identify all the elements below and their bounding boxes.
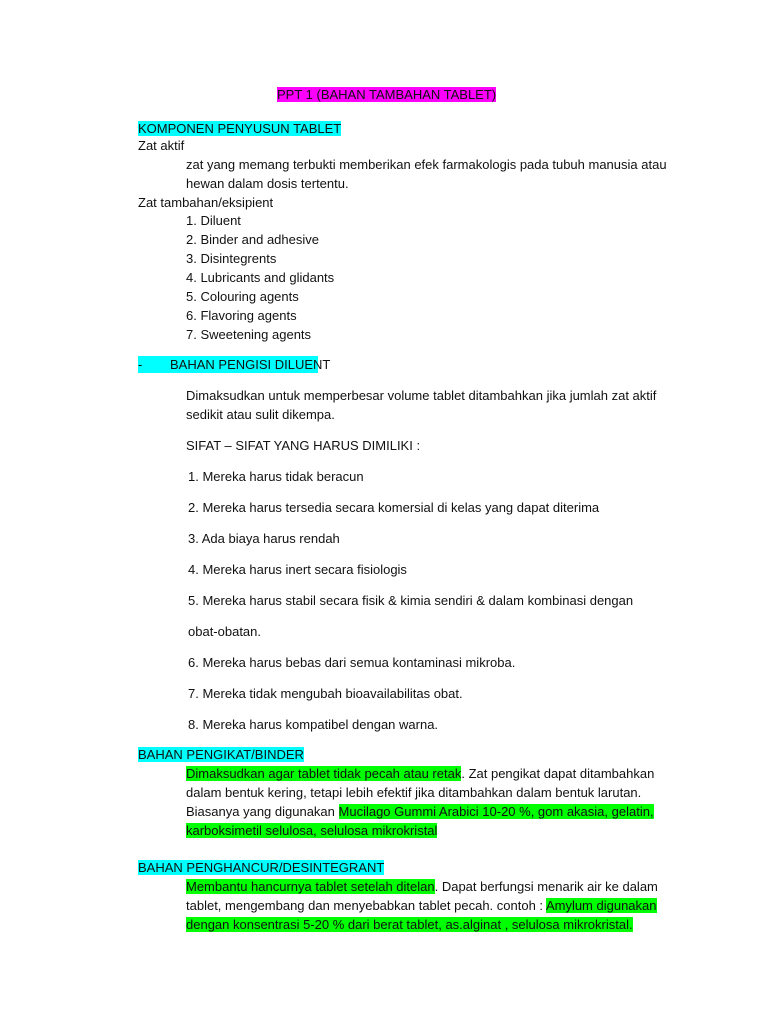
section-heading-diluent bbox=[138, 356, 331, 373]
desintegrant-line-3 bbox=[186, 916, 633, 933]
page-title bbox=[277, 86, 496, 103]
desintegrant-text: . Dapat berfungsi menarik air ke dalam bbox=[434, 879, 658, 894]
list-item: 2. Binder and adhesive bbox=[186, 232, 319, 247]
list-item: 5. Mereka harus stabil secara fisik & kimia sendiri & dalam kombinasi dengan bbox=[188, 593, 634, 608]
desintegrant-heading-text: BAHAN PENGHANCUR/DESINTEGRANT bbox=[138, 860, 385, 875]
binder-line-1 bbox=[186, 765, 654, 782]
list-item: 7. Sweetening agents bbox=[186, 327, 312, 342]
list-item: 1. Mereka harus tidak beracun bbox=[188, 469, 364, 484]
binder-text: . Zat pengikat dapat ditambahkan bbox=[461, 766, 655, 781]
list-item: 3. Ada biaya harus rendah bbox=[188, 531, 340, 546]
page-title-text: PPT 1 (BAHAN TAMBAHAN TABLET) bbox=[277, 87, 497, 102]
binder-highlight: karboksimetil selulosa, selulosa mikrokristal bbox=[186, 823, 438, 838]
list-item: 5. Colouring agents bbox=[186, 289, 299, 304]
diluent-heading-text: BAHAN PENGISI DILUENT bbox=[170, 357, 331, 372]
diluent-desc-line-2: sedikit atau sulit dikempa. bbox=[186, 407, 335, 422]
desintegrant-line-2 bbox=[186, 897, 657, 914]
binder-line-4 bbox=[186, 822, 437, 839]
binder-line-2: dalam bentuk kering, tetapi lebih efektif jika ditambahkan dalam bentuk larutan. bbox=[186, 785, 642, 800]
list-item: obat-obatan. bbox=[188, 624, 262, 639]
desintegrant-text: tablet, mengembang dan menyebabkan tablet pecah. contoh : bbox=[186, 898, 546, 913]
binder-line-3 bbox=[186, 803, 654, 820]
list-item: 1. Diluent bbox=[186, 213, 241, 228]
list-item: 2. Mereka harus tersedia secara komersial di kelas yang dapat diterima bbox=[188, 500, 600, 515]
list-item: 6. Flavoring agents bbox=[186, 308, 297, 323]
list-item: 4. Lubricants and glidants bbox=[186, 270, 335, 285]
desintegrant-highlight: Membantu hancurnya tablet setelah ditelan bbox=[186, 879, 435, 894]
list-item: 6. Mereka harus bebas dari semua kontaminasi mikroba. bbox=[188, 655, 516, 670]
binder-highlight: Dimaksudkan agar tablet tidak pecah atau retak bbox=[186, 766, 462, 781]
list-item: 4. Mereka harus inert secara fisiologis bbox=[188, 562, 407, 577]
desintegrant-line-1 bbox=[186, 878, 658, 895]
section-heading-komponen bbox=[138, 120, 341, 137]
binder-text: Biasanya yang digunakan bbox=[186, 804, 339, 819]
desintegrant-highlight: dengan konsentrasi 5-20 % dari berat tablet, as.alginat , selulosa mikrokristal. bbox=[186, 917, 633, 932]
diluent-bullet: - bbox=[138, 357, 143, 372]
binder-highlight: Mucilago Gummi Arabici 10-20 %, gom akasia, gelatin, bbox=[338, 804, 654, 819]
sifat-heading: SIFAT – SIFAT YANG HARUS DIMILIKI : bbox=[186, 438, 421, 453]
list-item: 8. Mereka harus kompatibel dengan warna. bbox=[188, 717, 439, 732]
section-heading-binder bbox=[138, 746, 304, 763]
zat-aktif-desc-line-1: zat yang memang terbukti memberikan efek farmakologis pada tubuh manusia atau bbox=[186, 157, 667, 172]
zat-aktif-label: Zat aktif bbox=[138, 138, 185, 153]
desintegrant-highlight: Amylum digunakan bbox=[545, 898, 657, 913]
zat-aktif-desc-line-2: hewan dalam dosis tertentu. bbox=[186, 176, 349, 191]
komponen-heading-text: KOMPONEN PENYUSUN TABLET bbox=[138, 121, 342, 136]
section-heading-desintegrant bbox=[138, 859, 384, 876]
binder-heading-text: BAHAN PENGIKAT/BINDER bbox=[138, 747, 304, 762]
diluent-desc-line-1: Dimaksudkan untuk memperbesar volume tablet ditambahkan jika jumlah zat aktif bbox=[186, 388, 657, 403]
list-item: 7. Mereka tidak mengubah bioavailabilitas obat. bbox=[188, 686, 463, 701]
list-item: 3. Disintegrents bbox=[186, 251, 277, 266]
zat-tambahan-label: Zat tambahan/eksipient bbox=[138, 195, 274, 210]
